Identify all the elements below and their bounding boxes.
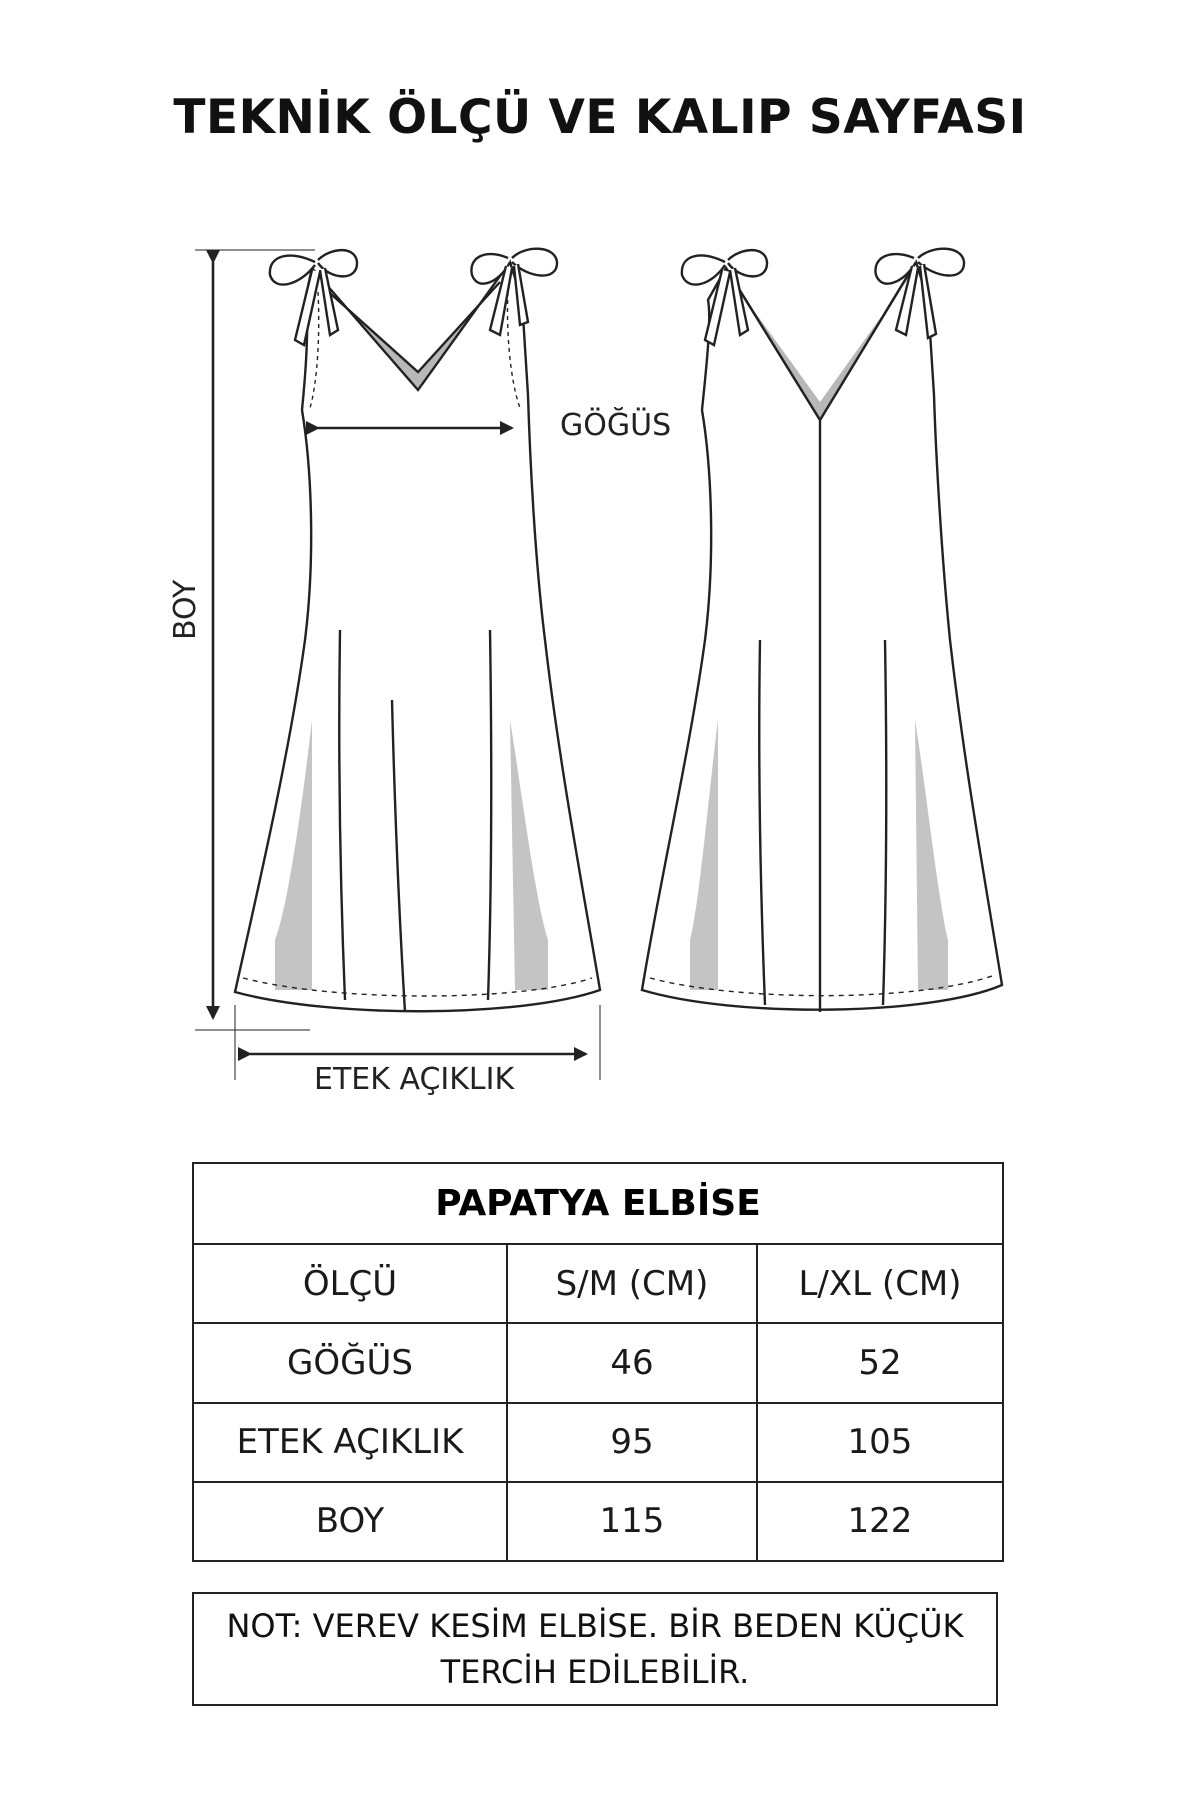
- back-dress-body: [642, 262, 1002, 1010]
- note-line-2: TERCİH EDİLEBİLİR.: [440, 1653, 750, 1691]
- front-dress-sketch: [235, 249, 600, 1012]
- note-line-1: NOT: VEREV KESİM ELBİSE. BİR BEDEN KÜÇÜK: [226, 1607, 964, 1645]
- table-title-row: [193, 1163, 1003, 1244]
- table-row: [193, 1403, 1003, 1482]
- value-cell: 105: [757, 1403, 1003, 1482]
- value-cell: 46: [507, 1323, 757, 1402]
- measure-name-cell: GÖĞÜS: [193, 1323, 507, 1402]
- table-header-row: [193, 1244, 1003, 1323]
- measure-name-cell: ETEK AÇIKLIK: [193, 1403, 507, 1482]
- header-cell: S/M (CM): [507, 1244, 757, 1323]
- header-cell: ÖLÇÜ: [193, 1244, 507, 1323]
- value-cell: 122: [757, 1482, 1003, 1561]
- measure-name-cell: BOY: [193, 1482, 507, 1561]
- note-box: [192, 1592, 998, 1706]
- back-dress-sketch: [642, 249, 1002, 1012]
- length-label: BOY: [168, 579, 203, 640]
- value-cell: 115: [507, 1482, 757, 1561]
- chest-label: GÖĞÜS: [560, 408, 672, 443]
- page-title: TEKNİK ÖLÇÜ VE KALIP SAYFASI: [173, 90, 1027, 145]
- value-cell: 95: [507, 1403, 757, 1482]
- table-row: [193, 1482, 1003, 1561]
- size-table: [192, 1162, 1004, 1562]
- value-cell: 52: [757, 1323, 1003, 1402]
- header-cell: L/XL (CM): [757, 1244, 1003, 1323]
- table-row: [193, 1323, 1003, 1402]
- table-title: PAPATYA ELBİSE: [193, 1163, 1003, 1244]
- hem-width-label: ETEK AÇIKLIK: [314, 1062, 515, 1097]
